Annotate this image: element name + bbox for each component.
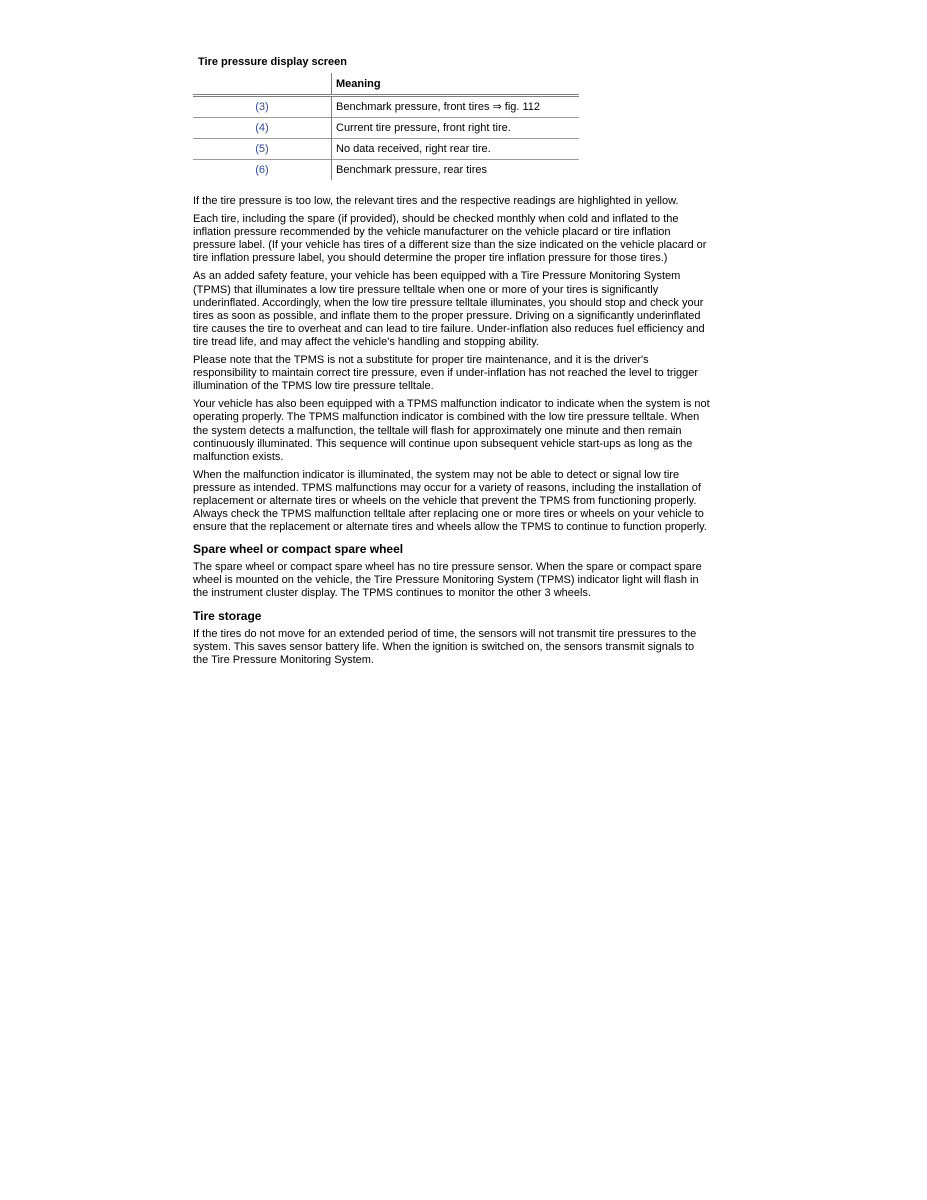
table-row: [193, 96, 579, 118]
paragraph-malfunction-illuminated: When the malfunction indicator is illuminated, the system may not be able to detect or signal low tire pressure as intended. TPMS malfunctions may occur for a variety of reasons, including the installation of replacement or alternate tires or wheels on the vehicle that prevent the TPMS from functioning properly. Always check the TPMS malfunction telltale after replacing one or more tires or wheels on your vehicle to ensure that the replacement or alternate tires and wheels allow the TPMS to continue to function properly.: [193, 468, 707, 534]
table-row: [193, 139, 579, 160]
table-row-meaning: No data received, right rear tire.: [336, 143, 491, 155]
paragraph-malfunction-indicator: Your vehicle has also been equipped with a TPMS malfunction indicator to indicate when the system is not operating properly. The TPMS malfunction indicator is combined with the low tire pressure telltale. When the system detects a malfunction, the telltale will flash for approximately one minute and then remain continuously illuminated. This sequence will continue upon subsequent vehicle start-ups as long as the malfunction exists.: [193, 398, 710, 463]
paragraph-tpms-not-substitute: Please note that the TPMS is not a substitute for proper tire maintenance, and it is the driver's responsibility to maintain correct tire pressure, even if under-inflation has not reached the level to trigger illumination of the TPMS low tire pressure telltale.: [193, 354, 699, 393]
document-page: [193, 55, 713, 672]
paragraph-monthly-check: Each tire, including the spare (if provided), should be checked monthly when cold and inflated to the inflation pressure recommended by the vehicle manufacturer on the vehicle placard or tire inflation pressure label. (If your vehicle has tires of a different size than the size indicated on the vehicle placard or tire inflation pressure label, you should determine the proper tire inflation pressure for those tires.): [193, 213, 707, 265]
tire-storage-heading: Tire storage: [193, 608, 262, 623]
table-row-ref-link[interactable]: (3): [193, 96, 332, 118]
table-row: [193, 118, 579, 139]
tire-storage-paragraph: If the tires do not move for an extended period of time, the sensors will not transmit tire pressures to the system. This saves sensor battery life. When the ignition is switched on, the sensors transmit signals to the Tire Pressure Monitoring System.: [193, 627, 697, 666]
spare-wheel-heading: Spare wheel or compact spare wheel: [193, 542, 404, 557]
table-row-meaning: Benchmark pressure, rear tires: [336, 164, 487, 176]
table-row-ref-link[interactable]: (5): [193, 139, 332, 160]
table-row-meaning: Benchmark pressure, front tires ⇒ fig. 112: [336, 101, 541, 113]
table-header-ref: [193, 73, 332, 96]
table-row: [193, 160, 579, 181]
table-header-row: [193, 73, 579, 96]
paragraph-tpms-feature: As an added safety feature, your vehicle has been equipped with a Tire Pressure Monitoring System (TPMS) that illuminates a low tire pressure telltale when one or more of your tires is significantly underinflated. Accordingly, when the low tire pressure telltale illuminates, you should stop and check your tires as soon as possible, and inflate them to the proper pressure. Driving on a significantly underinflated tire causes the tire to overheat and can lead to tire failure. Under-inflation also reduces fuel efficiency and tire tread life, and may affect the vehicle's handling and stopping ability.: [193, 270, 705, 348]
table-row-ref-link[interactable]: (4): [193, 118, 332, 139]
table-title: Tire pressure display screen: [198, 56, 347, 68]
tire-pressure-display-table: [193, 73, 579, 180]
spare-wheel-paragraph: The spare wheel or compact spare wheel has no tire pressure sensor. When the spare or compact spare wheel is mounted on the vehicle, the Tire Pressure Monitoring System (TPMS) indicator light will flash in the instrument cluster display. The TPMS continues to monitor the other 3 wheels.: [193, 561, 702, 600]
table-row-meaning: Current tire pressure, front right tire.: [336, 122, 511, 134]
table-header-meaning: Meaning: [336, 77, 381, 90]
paragraph-yellow-highlight: If the tire pressure is too low, the relevant tires and the respective readings are highlighted in yellow.: [193, 195, 679, 207]
table-row-ref-link[interactable]: (6): [193, 160, 332, 181]
